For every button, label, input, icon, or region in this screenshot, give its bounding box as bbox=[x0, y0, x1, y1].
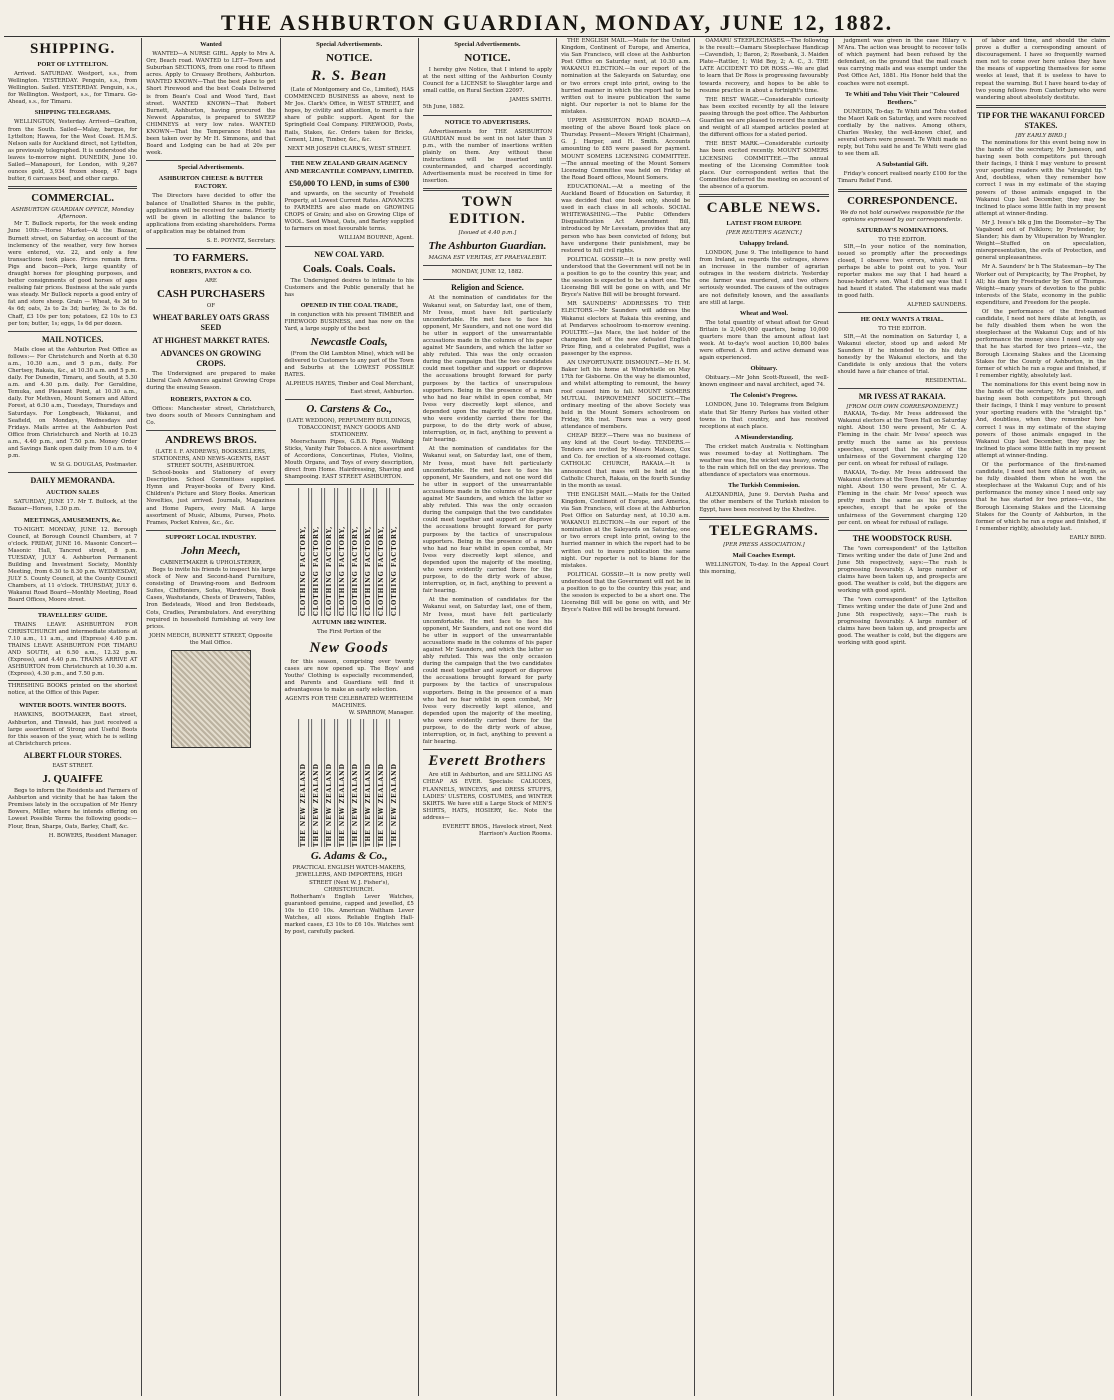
telegrams-sub: [PER PRESS ASSOCIATION.] bbox=[723, 541, 805, 548]
tip-byline: [BY EARLY BIRD.] bbox=[1015, 132, 1067, 139]
carstens-sub: (LATE WEDDON), PERFUMERY BUILDINGS, TOBACCONIST, FANCY GOODS AND STATIONERY. bbox=[286, 417, 412, 438]
horse-entry: Mr J. Ivess's blk g Jim the Doomster—by The Vagabond out of Folklore; by Pretender, by Slander; his dam by Vituperation by Wrangler. Weight—Stuffed on speculation, misrepresentation, the evils of Protection, and general unpleasantness. bbox=[975, 219, 1106, 262]
everett-name: Everett Brothers bbox=[428, 753, 547, 770]
new-goods-heading: New Goods bbox=[309, 639, 389, 656]
support-heading: SUPPORT LOCAL INDUSTRY. bbox=[165, 533, 257, 541]
bean-name: R. S. Bean bbox=[311, 68, 388, 84]
carstens-text: Meerschaum Pipes, G.B.D. Pipes, Walking Sticks, Vanity Fair Tobacco. A nice assortment of Accordions, Concertinas, Flutes, Violins, Mouth Organs, and Toys of every description, direct from Home. Hairdressing, Shaving and Shampooing. EAST STREET ASHBURTON. bbox=[284, 438, 414, 481]
news-paragraph: UPPER ASHBURTON ROAD BOARD.—A meeting of the above Board took place on Thursday. Present—Messrs Wright (Chairman), G. J. Harper, and H. Smith. Accounts amounting to £85 were passed for payment. MOUNT SOMERS LICENSING COMMITTEE.—The annual meeting of the Mount Somers Licensing Committee was held on Friday at the Road Board offices, Mount Somers. bbox=[561, 118, 691, 181]
notice-heading-3: NOTICE. bbox=[326, 52, 373, 64]
religion-heading: Religion and Science. bbox=[451, 283, 524, 293]
quaiffe-name: J. QUAIFFE bbox=[42, 773, 103, 786]
adams-sub: PRACTICAL ENGLISH WATCH-MAKERS, JEWELLERS, AND IMPORTERS, HIGH STREET (Next W. J. Fisher's), CHRISTCHURCH. bbox=[292, 865, 406, 893]
column-6 bbox=[695, 38, 833, 1396]
cable-news-sub: LATEST FROM EUROPE bbox=[726, 219, 802, 227]
columns bbox=[4, 38, 1110, 1396]
notice-signature: JAMES SMITH. bbox=[509, 97, 553, 104]
meech-signature: JOHN MEECH, BURNETT STREET, Opposite the Mail Office. bbox=[149, 632, 273, 646]
nominations-to: TO THE EDITOR. bbox=[878, 236, 927, 243]
adams-name: G. Adams & Co., bbox=[310, 850, 388, 863]
colonist-heading: The Colonist's Progress. bbox=[730, 392, 798, 400]
wanted-text: WANTED—A NURSE GIRL. Apply to Mrs A. Orr, Beach road. WANTED to LET—Town and Suburban SECTIONS, from one rood to fifteen acres. Apply to Creasey Brothers, Ashburton. WANTED KNOWN—That the best place to get Short Firewood and the best Coals Delivered is from Bean's Coal and Wood Yard, East street. WANTED KNOWN—That Robert Burnett, Ashburton, having procured the Newest Apparatus, is prepared to SWEEP CHIMNEYS at very low rates. WANTED KNOWN—That the Temperance Hotel has been taken over by Mr H. Simmons, and that Board and Lodging can be had at 20s per week. bbox=[146, 51, 276, 157]
bowers-signature: H. BOWERS, Resident Manager. bbox=[48, 832, 138, 839]
first-portion: The First Portion of the bbox=[317, 629, 382, 636]
tip-text-3: The nominations for this event being now in the hands of the secretary, Mr Jameson, and having seen both competitors put through their facings, I think I may venture to present your sporting readers with the "straight tip." And, doubtless, when they remember how correct I was in my estimate of the staying powers of those animals engaged in the Wakanui Cup last December, they may be inclined to place some little faith in my present attempt at winner-finding. bbox=[975, 381, 1106, 459]
vertical-label: CLOTHING FACTORY, bbox=[298, 488, 309, 616]
news-paragraph: THE BEST WAGE.—Considerable curiosity has been excited recently by all the leisure passing through the post office. The Ashburton Guardian we are pleased to record the number and weight of all stamped articles posted at the different offices for a stated period. bbox=[699, 96, 829, 139]
paper-date: MONDAY, JUNE 12, 1882. bbox=[451, 269, 524, 276]
wheat-text: The total quantity of wheat afloat for Great Britain is 2,040,000 quarters, being 10,000 quarters more than the amount afloat last week. At to-day's wool auction 10,800 bales were offered. A firm and active demand was again experienced. bbox=[699, 319, 829, 362]
advances-heading: ADVANCES ON GROWING CROPS. bbox=[160, 349, 262, 369]
cable-agency: [PER REUTER'S AGENCY.] bbox=[726, 229, 802, 236]
memoranda-heading: DAILY MEMORANDA. bbox=[30, 476, 115, 486]
roberts-text: The Undersigned are prepared to make Liberal Cash Advances against Growing Crops during the ensuing Season. bbox=[146, 371, 276, 392]
newcastle-heading: Newcastle Coals, bbox=[310, 336, 388, 349]
vertical-label: CLOTHING FACTORY, bbox=[363, 488, 374, 616]
newcastle-text: (From the Old Lambton Mine), which will be delivered to Customers to any part of the Town and Suburbs at the LOWEST POSSIBLE RATES. bbox=[284, 351, 414, 379]
obituary-heading: Obituary. bbox=[750, 365, 778, 373]
sales-text: SATURDAY, JUNE 17. Mr T. Bullock, at the Bazaar—Horses, 1.30 p.m. bbox=[8, 499, 138, 513]
new-zealand-border bbox=[285, 719, 414, 847]
albert-stores-heading: ALBERT FLOUR STORES. bbox=[23, 750, 122, 760]
andrews-sub: (LATE I. F. ANDREWS), BOOKSELLERS, STATIONERS, AND NEWS-AGENTS, EAST STREET SOUTH, ASHBURTON. bbox=[152, 448, 270, 469]
vertical-label: THE NEW ZEALAND bbox=[376, 719, 387, 847]
town-edition-sub: [Issued at 4.40 p.m.] bbox=[458, 230, 517, 237]
farmers-heading: TO FARMERS. bbox=[173, 252, 249, 265]
cheese-factory-text: The Directors have decided to offer the balance of Unallotted Shares in the public, applications will be received for same. Priority will be given in allotting the balance to applications from existing shareholders. Forms of application may be obtained from bbox=[146, 193, 276, 235]
woodstock-heading: THE WOODSTOCK RUSH. bbox=[852, 533, 952, 543]
news-paragraph: of labor and time, and should the claim prove a duffer a corresponding amount of discouragement. I have so frequently warned men not to come over here unless they have the means of supporting themselves for some weeks at least, that it is useless to have to repeat the warning. But I have heard to-day of two young fellows from Canterbury who were wandering about absolutely destitute. bbox=[975, 38, 1106, 101]
vertical-label: CLOTHING FACTORY, bbox=[324, 488, 335, 616]
news-paragraph: EDUCATIONAL.—At a meeting of the Auckland Board of Education on Saturday, it was decided that one book only, should be used in each class in all schools. SOCIAL WHITEWASHING.—The Public Offenders Disqualification Act Amendment Bill, introduced by Mr Levestam, provides that any person who has been convicted of felony, but have undergone their punishment, may be restored to full civil rights. bbox=[561, 183, 691, 254]
masthead-rule bbox=[4, 36, 1110, 37]
turkish-heading: The Turkish Commission. bbox=[728, 482, 800, 490]
coal-text: The Undersigned desires to intimate to his Customers and the Public generally that he has bbox=[284, 277, 414, 298]
news-paragraph: THE BEST MARK.—Considerable curiosity has been excited recently. MOUNT SOMERS LICENSING COMMITTEE.—The annual meeting of the Licensing Committee took place. Our correspondent writes that the Committee deferred the meeting on account of the absence of a quorum. bbox=[699, 141, 829, 190]
town-edition-heading: TOWN EDITION. bbox=[449, 194, 526, 228]
agents-text: AGENTS FOR THE CELEBRATED WERTHEIM MACHINES. bbox=[285, 696, 414, 710]
tip-heading: TIP FOR THE WAKANUI FORCED STAKES. bbox=[977, 110, 1105, 130]
adams-text: Rotherham's English Lever Watches, guaranteed genuine, capped and jewelled, £5 10s to £10 10s. American Waltham Lever Watches, all sizes. Reliable English Hall-marked cases, £3 10s to £6 10s. Watches sent by post, carefully packed. bbox=[284, 893, 414, 936]
wheat-heading: Wheat and Wool. bbox=[739, 309, 789, 317]
unhappy-heading: Unhappy Ireland. bbox=[739, 239, 789, 247]
news-paragraph: CHEAP BEEF.—There was no business of any kind at the Court to-day. TENDERS.—Tenders are invited by Messrs Matson, Cox and Co. for erection of a six-roomed cottage. CATHOLIC CHURCH, RAKAIA.—It is announced that mass will be held at the Catholic Church, Rakaia, on the fourth Sunday in the month as usual. bbox=[561, 433, 691, 489]
cheese-factory-heading: ASHBURTON CHEESE & BUTTER FACTORY. bbox=[158, 175, 264, 191]
are-text: ARE bbox=[204, 278, 217, 285]
gift-heading: A Substantial Gift. bbox=[876, 161, 929, 169]
vertical-label: CLOTHING FACTORY, bbox=[337, 488, 348, 616]
horse-entry: Mr A. Saunders' br h The Statesman—by The Worker out of Perspicacity, by The Prophet, by All; his dam by Freetrader by Son of Thumps. Weight—many years of devotion to the public interests of the State, economy in the public expenditure, and Freedom for the people. bbox=[975, 264, 1106, 306]
column-4 bbox=[419, 38, 557, 1396]
of-text: OF bbox=[206, 303, 215, 310]
winter-boots-heading: WINTER BOOTS. WINTER BOOTS. bbox=[19, 702, 127, 710]
highest-rates: AT HIGHEST MARKET RATES. bbox=[152, 336, 270, 346]
misunderstanding-text: The cricket match Australia v. Nottingham was resumed to-day at Nottingham. The weather was fine, the wicket was heavy, owing to the rain which fell on the day previous. The attendance of spectators was enormous. bbox=[699, 443, 829, 479]
telegrams-heading: TELEGRAMS. bbox=[709, 522, 819, 539]
woodstock-text: The "own correspondent" of the Lyttelton Times writing under the date of June 2nd and June 5th respectively, says:—The rush is progressing favourably. A large number of claims have been taken up, and prospects are good. The weather is cold, but the diggers are working with good spirit. bbox=[837, 545, 967, 595]
column-3 bbox=[281, 38, 419, 1396]
unhappy-text: LONDON, June 9. The intelligence to hand from Ireland, as regards the outrages, shows an increase in the number of agrarian outrages in the western districts. Yesterday one farmer was murdered, and two others seriously wounded. The causes of the outrages are not definitely known, and the assailants are still at large. bbox=[699, 249, 829, 306]
nominations-heading: SATURDAY'S NOMINATIONS. bbox=[856, 226, 948, 234]
notice-date: 5th June, 1882. bbox=[422, 104, 465, 111]
ivess-sub: [FROM OUR OWN CORRESPONDENT.] bbox=[846, 404, 958, 411]
advertisers-text: Advertisements for THE ASHBURTON GUARDIAN must be sent in not later than 3 p.m., with the number of insertions written plainly on them. Any without these instructions will be inserted until countermanded, and charged accordingly. Advertisements must be received in time for insertion. bbox=[422, 128, 553, 185]
vertical-label: CLOTHING FACTORY, bbox=[350, 488, 361, 616]
turkish-text: ALEXANDRIA, June 9. Dervish Pasha and the other members of the Turkish mission to Egypt, have been received by the Khedive. bbox=[699, 492, 829, 513]
mail-heading: MAIL NOTICES. bbox=[41, 334, 104, 344]
religion-text-cont: At the nomination of candidates for the Wakanui seat, on Saturday last, one of them, Mr Ivess, must have felt particularly uncomfortable. He met face to face his opponent, Mr Saunders, and not one word did he utter in support of the unwarrantable accusations made in the columns of his paper against Mr Saunders, and which the latter so ably refuted. This was the only occasion during the campaign that the two candidates could meet together and support or disprove the accusations brought forward for party purposes by the tactics of unscrupulous supporters. Being in the presence of a man who had no fear whilst in open combat, Mr Ivess very discreetly kept silence, and depended upon the majority of the meeting, who were evidently carried there for the purpose, to do the dirty work of abuse, interruption, or, in fact, anything to prevent a fair hearing. bbox=[422, 446, 553, 595]
commercial-heading: COMMERCIAL. bbox=[31, 192, 115, 205]
travellers-heading: TRAVELLERS' GUIDE. bbox=[37, 611, 108, 619]
special-ads-heading-4: Special Advertisements. bbox=[454, 41, 521, 48]
cable-news-heading: CABLE NEWS. bbox=[706, 199, 822, 216]
masthead-title: THE ASHBURTON GUARDIAN, MONDAY, JUNE 12, 1882. bbox=[220, 10, 894, 35]
albert-stores-sub: EAST STREET. bbox=[52, 762, 93, 769]
cash-purchasers: CASH PURCHASERS bbox=[156, 288, 265, 301]
everett-signature: EVERETT BROS., Havelock street, Next Harrison's Auction Rooms. bbox=[442, 823, 553, 838]
clothing-factory-border bbox=[285, 488, 414, 616]
trial-signature: RESIDENTIAL. bbox=[925, 378, 967, 385]
mail-signature: W. St G. DOUGLAS, Postmaster. bbox=[50, 462, 138, 469]
tip-text-4: Of the performance of the first-named candidate, I need not here dilate at length, as he fully disabled them when he won the steeplechase at the Wakanui Cup; and of his performance the money since I need only say that he has started for two prizes—viz., the Borough Licensing Stakes and the Licensing Stakes for the County of Ashburton, in the former of which he ran a rogue and finished, if I remember rightly, absolutely last. bbox=[975, 461, 1106, 532]
carstens-name: O. Carstens & Co., bbox=[306, 402, 392, 415]
telegrams-heading: SHIPPING TELEGRAMS. bbox=[34, 109, 111, 117]
nominations-signature: ALFRED SAUNDERS. bbox=[907, 302, 967, 309]
column-2 bbox=[142, 38, 280, 1396]
vertical-label: THE NEW ZEALAND bbox=[298, 719, 309, 847]
shipping-telegrams-text: WELLINGTON, Yesterday. Arrived—Grafton, from the South. Sailed—Malay, barque, for Lyttelton; Hawea, for the West Coast. H.M.S. Nelson sails for Auckland direct, not Lyttelton, as previously telegraphed. It is understood she leaves to-morrow night. DUNEDIN, June 10. Sailed—Manapouri, for London, with 9,267 ounces gold, 3,934 frozen sheep, 47 bags butter, 6 carcases beef, and other cargo. bbox=[8, 119, 138, 183]
tip-signature: EARLY BIRD. bbox=[1069, 534, 1106, 541]
autumn-heading: AUTUMN 1882 WINTER. bbox=[312, 619, 387, 627]
meech-sub: CABINETMAKER & UPHOLSTERER, bbox=[159, 559, 262, 566]
news-paragraph: POLITICAL GOSSIP.—It is now pretty well understood that the Government will not be in a position to go to the country this year, and the session is expected to be a short one. The Licensing Bill will be gone on with, and Mr Bryce's Native Bill will be brought forward. bbox=[561, 571, 691, 614]
tip-text: The nominations for this event being now in the hands of the secretary, Mr Jameson, and having seen both competitors put through their facings, I think I may venture to present your sporting readers with the "straight tip." And, doubtless, when they remember how correct I was in my estimate of the staying powers of those animals engaged in the Wakanui Cup last December, they may be inclined to place some little faith in my present attempt at winner-finding. bbox=[975, 139, 1106, 217]
column-5 bbox=[557, 38, 695, 1396]
winter-boots-text: HAWKINS, BOOTMAKER, East street, Ashburton, and Tinwald, has just received a large assortment of Strong and Useful Boots for this season of the year, which he is selling at Christchurch prices. bbox=[8, 712, 138, 747]
shipping-subheading: PORT OF LYTTELTON. bbox=[37, 61, 108, 68]
ivess-text-cont: RAKAIA, To-day. Mr Ivess addressed the Wakanui electors at the Town Hall on Saturday night. About 150 were present, Mr C. A. Fleming in the chair. Mr Ivess' speech was pretty much the same as his previous speeches, except that he spoke of the unfairness of the Government charging 120 per cent. on wheat for refusal of railage. bbox=[837, 469, 967, 526]
column-7 bbox=[834, 38, 972, 1396]
trial-to: TO THE EDITOR. bbox=[878, 326, 927, 333]
hayes-signature: ALPHEUS HAYES, Timber and Coal Merchant, East street, Ashburton. bbox=[285, 381, 414, 395]
mail-text: Mails close at the Ashburton Post Office as follows:— For Christchurch and North at 6.30 a.m., 10.30 a.m., and 5 p.m., daily. For Chertsey, Rakaia, &c., at 10.30 a.m. and 5 p.m. daily. For Dunedin, Timaru, and South, at 5.30 a.m. and 4.30 p.m. daily. For Geraldine, Temuka, and Pleasant Point, at 10.30 a.m., daily. For Methven, Mount Somers and Alford Forest, at 6.30 a.m., Tuesdays, Thursdays and Saturdays. For Longbeach, Wakanui, and Seafield, on Mondays, Wednesdays and Fridays. Mails arrive at the Ashburton Post Office from Christchurch and North at 10.25 a.m., 4.40 p.m., and 7.50 p.m. Money Order and Savings Bank open daily from 10 a.m. to 4 p.m. bbox=[8, 346, 138, 460]
special-ads-heading: Special Advertisements. bbox=[177, 164, 244, 172]
paper-title: The Ashburton Guardian. bbox=[428, 240, 547, 253]
correspondence-sub: We do not hold ourselves responsible for the opinions expressed by our correspondents. bbox=[840, 209, 965, 223]
furniture-illustration bbox=[171, 650, 251, 748]
everett-text: Are still in Ashburton, and are SELLING AS CHEAP AS EVER. Specials: CALICOES, FLANNELS, WINCEYS, and DRESS STUFFS, LADIES' ULSTERS, COSTUMES, and WINTER SKIRTS. We have still a Large Stock of MEN'S SHIRTS, HATS, HOSIERY, &c. Note the address— bbox=[422, 772, 553, 821]
vertical-label: CLOTHING FACTORY, bbox=[311, 488, 322, 616]
opened-heading: OPENED IN THE COAL TRADE, bbox=[300, 301, 398, 309]
ivess-text: RAKAIA, To-day. Mr Ivess addressed the Wakanui electors at the Town Hall on Saturday night. About 150 were present, Mr C. A. Fleming in the chair. Mr Ivess' speech was pretty much the same as his previous speeches, except that he spoke of the unfairness of the Government charging 120 per cent. on wheat for refusal of railage. bbox=[837, 411, 967, 467]
correspondence-heading: CORRESPONDENCE. bbox=[847, 194, 958, 207]
arrivals-text: Arrived. SATURDAY. Westport, s.s., from Wellington. YESTERDAY. Penguin, s.s., from Wellington. Sailed. YESTERDAY. Penguin, s.s., for Wellington. Westport, s.s., for Timaru. Go-Ahead, s.s., for Timaru. bbox=[8, 71, 138, 106]
meetings-text: TO-NIGHT. MONDAY, JUNE 12. Borough Council, at Borough Council Chambers, at 7 o'clock. FRIDAY, JUNE 16. Masonic Concert—Masonic Hall, Tancred street, 8 p.m. TUESDAY, JULY 4. Ashburton Permanent Building and Investment Society, Monthly Meeting, from 6.30 to 8.30 p.m. WEDNESDAY, JULY 5. County Council, at the County Council Chambers, at 11 o'clock. THURSDAY, JULY 6. Wakanui Road Board—Monthly Meeting, Road Board Offices, Moore street. bbox=[8, 526, 138, 604]
religion-text-cont-2: At the nomination of candidates for the Wakanui seat, on Saturday last, one of them, Mr Ivess, must have felt particularly uncomfortable. He met face to face his opponent, Mr Saunders, and not one word did he utter in support of the unwarrantable accusations made in the columns of his paper against Mr Saunders, and which the latter so ably refuted. This was the only occasion during the campaign that the two candidates could meet together and support or disprove the accusations brought forward for party purposes by the tactics of unscrupulous supporters. Being in the presence of a man who had no fear whilst in open combat, Mr Ivess very discreetly kept silence, and depended upon the majority of the meeting, who were evidently carried there for the purpose, to do the dirty work of abuse, interruption, or, in fact, anything to prevent a fair hearing. bbox=[422, 597, 553, 746]
vertical-label: THE NEW ZEALAND bbox=[311, 719, 322, 847]
meech-name: John Meech, bbox=[181, 544, 241, 557]
gift-text: Friday's concert realised nearly £100 for the Timaru Relief Fund. bbox=[837, 171, 967, 185]
commercial-subheading: ASHBURTON GUARDIAN OFFICE, Monday Afternoon. bbox=[11, 207, 134, 221]
grain-list: WHEAT BARLEY OATS GRASS SEED bbox=[152, 313, 270, 333]
roberts-signature: ROBERTS, PAXTON & CO. bbox=[170, 395, 252, 403]
whiti-text: DUNEDIN, To-day. Te Whiti and Tohu visited the Maori Kaik on Saturday, and were received cordially by the natives. Among others, Charles Wesley, the well-known chief, and several others were present. Te Whiti made no reply, but Tohu said he and Te Whiti were glad to see them all. bbox=[837, 108, 967, 158]
tip-text-2: Of the performance of the first-named candidate, I need not here dilate at length, as he fully disabled them when he won the steeplechase at the Wakanui Cup; and of his performance the money since I need only say that he has started for two prizes—viz., the Borough Licensing Stakes and the Licensing Stakes for the County of Ashburton, in the former of which he ran a rogue and finished, if I remember rightly, absolutely last. bbox=[975, 309, 1106, 379]
commercial-text: Mr T. Bullock reports, for the week ending June 10th:—Horse Market—At the Bazaar, Burnett street, on Saturday, on account of the inclemency of the weather, very few horses were entered, viz. 22, and only a few transactions took place. Prices remain firm. Pigs and bacon—Pork, large quantity of draught horses for ploughing purposes, and better consignments of good horses of ages realising fair prices. Business at the sale yards was steady. Mr Bullock reports a good entry of fat and store sheep. Grain — Wheat, 4s 3d to 4s 6d; oats, 2s to 2s 3d; barley, 3s to 3s 6d. Chaff, £3 10s per ton; potatoes, £2 10s to £3 per ton; butter, 1s; eggs, 1s 6d per dozen. bbox=[8, 221, 138, 327]
mail-coach-heading: Mail Coaches Exempt. bbox=[732, 551, 796, 559]
ivess-heading: MR IVESS AT RAKAIA. bbox=[858, 392, 946, 402]
nominations-text: SIR,—In your notice of the nomination, issued so promptly after the proceedings closed, I observe two errors, which I will perhaps be able to point out to you. Your reporter makes me say that I had heard a house-holder's son. What I did say was that I had heard it stated. The statement was made in good faith. bbox=[837, 243, 967, 300]
news-paragraph: AN UNFORTUNATE DISMOUNT.—Mr H. M. Baker left his home at Windwhistle on May 17th for Gisborne. On the way he dismounted, and whilst attempting to remount, the heavy roof caused him to fall. MOUNT SOMERS MUTUAL IMPROVEMENT SOCIETY.—The ordinary meeting of the above Society was held in the Mount Somers schoolroom on Friday, 9th inst. There was a very good attendance of members. bbox=[561, 360, 691, 430]
vertical-label: THE NEW ZEALAND bbox=[389, 719, 400, 847]
news-paragraph: THE ENGLISH MAIL.—Mails for the United Kingdom, Continent of Europe, and America, via San Francisco, will close at the Ashburton Post Office on Saturday next, at 10.30 a.m. WAKANUI ELECTION.—In our report of the nomination at the Saleyards on Saturday, one or two errors crept into print, owing to the hurried manner in which the report had to be written out to insure publication the same night. Our reporter is not to blame for the mistakes. bbox=[561, 38, 691, 115]
andrews-text: School-books and Stationery of every Description. School Committees supplied. Hymn and Prayer-books of Every Kind. Children's Picture and Story Books. American Novelties, just arrived. Journals, Magazines and Home Papers, every Mail. A large assortment of Music, Albums, Purses, Photo. Frames, Pocket Knives, &c., &c. bbox=[146, 470, 276, 526]
misunderstanding-heading: A Misunderstanding. bbox=[734, 433, 794, 441]
column-1 bbox=[4, 38, 142, 1396]
coal-text-2: in conjunction with his present TIMBER and FIREWOOD BUSINESS, and has now on the Yard, a large supply of the best bbox=[284, 311, 414, 332]
advertisers-heading: NOTICE TO ADVERTISERS. bbox=[444, 118, 531, 126]
andrews-heading: ANDREWS BROS. bbox=[165, 433, 257, 446]
lend-text: and upwards, on the security of Freehold Property, at Lowest Current Rates. ADVANCES to FARMERS are also made on GROWING CROPS of Grain; and also on Growing Clips of WOOL. Seed Wheat, Oats, and Barley supplied to farmers on most favourable terms. bbox=[284, 190, 414, 233]
vertical-label: THE NEW ZEALAND bbox=[363, 719, 374, 847]
cheese-factory-signature: S. E. POYNTZ, Secretary. bbox=[206, 237, 276, 244]
new-goods-text: for this season, comprising over twenty cases are now opened up. The Boys' and Youths' Clothing is especially recommended, and Parents and Guardians will find it advantageous to make an early selection. bbox=[284, 658, 414, 693]
vertical-label: CLOTHING FACTORY, bbox=[389, 488, 400, 616]
news-paragraph: POLITICAL GOSSIP.—It is now pretty well understood that the Government will not be in a position to go to the country this year, and the session is expected to be a short one. The Licensing Bill will be gone on with, and Mr Bryce's Native Bill will be brought forward. bbox=[561, 256, 691, 299]
trial-heading: HE ONLY WANTS A TRIAL. bbox=[860, 316, 944, 324]
obituary-text: Obituary.—Mr John Scott-Russell, the well-known engineer and naval architect, aged 74. bbox=[699, 375, 829, 389]
sparrow-signature: W. SPARROW, Manager. bbox=[348, 710, 414, 717]
vertical-label: THE NEW ZEALAND bbox=[324, 719, 335, 847]
wanted-heading: Wanted bbox=[200, 41, 222, 48]
vertical-label: THE NEW ZEALAND bbox=[350, 719, 361, 847]
threshing-ad: THRESHING BOOKS printed on the shortest notice, at the Office of this Paper. bbox=[8, 680, 137, 699]
special-ads-heading-3: Special Advertisements. bbox=[316, 41, 383, 48]
coals-heading: Coals. Coals. Coals. bbox=[302, 262, 396, 275]
bourne-signature: WILLIAM BOURNE, Agent. bbox=[338, 235, 414, 242]
meetings-heading: MEETINGS, AMUSEMENTS, &c. bbox=[23, 516, 122, 524]
notice-text: I hereby give Notice, that I intend to apply at the next sitting of the Ashburton County Council for a LICENSE to Slaughter large and small cattle, on Rural Section 22097. bbox=[422, 67, 553, 95]
trial-text: SIR,—At the nomination on Saturday I, a Wakanui elector, stood up and asked Mr Saunders if he intended to do his duty honestly by the Wakanui electors, and the Candidate is only anxious that the voters should have a fair chance of trial. bbox=[837, 333, 967, 375]
column-8 bbox=[972, 38, 1110, 1396]
bean-address: NEXT MR JOSEPH CLARK'S, WEST STREET. bbox=[287, 145, 411, 152]
sales-heading: AUCTION SALES bbox=[46, 489, 100, 497]
notice-heading-4: NOTICE. bbox=[464, 52, 511, 64]
religion-text: At the nomination of candidates for the Wakanui seat, on Saturday last, one of them, Mr Ivess, must have felt particularly uncomfortable. He met face to face his opponent, Mr Saunders, and not one word did he utter in support of the unwarrantable accusations made in the columns of his paper against Mr Saunders, and which the latter so ably refuted. This was the only occasion during the campaign that the two candidates could meet together and support or disprove the accusations brought forward for party purposes by the tactics of unscrupulous supporters. Being in the presence of a man who had no fear whilst in open combat, Mr Ivess very discreetly kept silence, and depended upon the majority of the meeting, who were evidently carried there for the purpose, to do the dirty work of abuse, interruption, or, in fact, anything to prevent a fair hearing. bbox=[422, 295, 553, 444]
news-paragraph: judgment was given in the case Hilary v. M'Ara. The action was brought to recover tolls of which payment had been refused by the defendant, on the ground that the mail coach was carrying mails and was exempt under the Post Office Act, 1881. His Honor held that the coaches were not exempt. bbox=[837, 38, 967, 87]
vertical-label: CLOTHING FACTORY, bbox=[376, 488, 387, 616]
quaiffe-text: Begs to inform the Residents and Farmers of Ashburton and vicinity that he has taken the Premises lately in the occupation of Mr Henry Bowers, Miller, where he intends offering on Lowest Possible Terms the following goods:— Flour, Bran, Sharps, Oats, Barley, Chaff, &c. bbox=[8, 788, 138, 830]
mail-coach-text: WELLINGTON, To-day. In the Appeal Court this morning, bbox=[699, 561, 829, 575]
roberts-offices: Offices: Manchester street, Christchurch, two doors south of Messrs Cunningham and Co. bbox=[146, 405, 276, 426]
whiti-heading: Te Whiti and Tohu Visit Their "Coloured Brothers." bbox=[845, 90, 960, 106]
paper-motto: MAGNA EST VERITAS, ET PRAEVALEBIT. bbox=[428, 255, 547, 262]
woodstock-text-cont: The "own correspondent" of the Lyttelton Times writing under the date of June 2nd and June 5th respectively, says:—The rush is progressing favourably. A large number of claims have been taken up, and prospects are good. The weather is cold, but the diggers are working with good spirit. bbox=[837, 597, 967, 646]
news-paragraph: THE ENGLISH MAIL.—Mails for the United Kingdom, Continent of Europe, and America, via San Francisco, will close at the Ashburton Post Office on Saturday next, at 10.30 a.m. WAKANUI ELECTION.—In our report of the nomination at the Saleyards on Saturday, one or two errors crept into print, owing to the hurried manner in which the report had to be written out to insure publication the same night. Our reporter is not to blame for the mistakes. bbox=[561, 491, 691, 569]
grain-agency-heading: THE NEW ZEALAND GRAIN AGENCY AND MERCANTILE COMPANY, LIMITED. bbox=[284, 159, 414, 175]
travellers-text: TRAINS LEAVE ASHBURTON FOR CHRISTCHURCH and intermediate stations at 7.10 a.m., 11 a.m., and (Express) 4.40 p.m. TRAINS LEAVE ASHBURTON FOR TIMARU AND SOUTH, at 6.50 a.m., 12.32 p.m. (Express), and 4.40 p.m. TRAINS ARRIVE AT ASHBURTON from Christchurch at 10.30 a.m. (Express), 4.30 p.m., and 7.50 p.m. bbox=[8, 621, 138, 678]
vertical-label: THE NEW ZEALAND bbox=[337, 719, 348, 847]
coal-yard-heading: NEW COAL YARD. bbox=[314, 249, 385, 259]
roberts-name: ROBERTS, PAXTON & CO. bbox=[170, 268, 252, 276]
colonist-text: LONDON, June 10. Telegrams from Belgium state that Sir Henry Parkes has visited other towns in that country, and has received receptions at each place. bbox=[699, 402, 829, 430]
lend-heading: £50,000 TO LEND, in sums of £300 bbox=[289, 178, 410, 188]
news-paragraph: OAMARU STEEPLECHASES.—The following is the result:—Oamaru Steeplechase Handicap—Cavendish, 1; Baron, 2; Rosebank, 3. Maiden Plate—Rattler, 1; Wild Boy, 2; A. C., 3. THE LATE ACCIDENT TO DR ROSS.—We are glad to learn that Dr Ross is progressing favourably towards recovery, and hopes to be able to resume practice in about a fortnight's time. bbox=[699, 38, 829, 94]
meech-text: Begs to invite his friends to inspect his large stock of New and Second-hand Furniture, consisting of Drawing-room and Bedroom Suites, Chiffoniers, Sofas, Wardrobes, Book Cases, Washstands, Chests of Drawers, Tables, Iron Bedsteads, Wood and Iron Bedsteads, Cots, Cradles, Perambulators. And everything required in household furnishing at very low prices. bbox=[146, 566, 276, 630]
shipping-heading: SHIPPING. bbox=[30, 41, 116, 57]
news-paragraph: MR SAUNDERS' ADDRESSES TO THE ELECTORS.—Mr Saunders will address the Wakanui electors at Rakaia this evening, and at Pendarves schoolroom to-morrow evening. POULTRY.—Jas Mace, the last holder of the champion belt of the new defeated English Prize Ring, and a celebrated Pugilist, was a passenger by the express. bbox=[561, 301, 691, 358]
bean-text: (Late of Montgomery and Co., Limited), HAS COMMENCED BUSINESS as above, next to Mr Jos. Clark's Office, in WEST STREET, and hopes, by civility and attention, to merit a fair share of public support. Agent for the Springfield Coal Company. FIREWOOD, Posts, Rails, Stakes, &c. Orders taken for Bricks, Cement, Lime, Timber, &c., &c. bbox=[284, 87, 414, 143]
